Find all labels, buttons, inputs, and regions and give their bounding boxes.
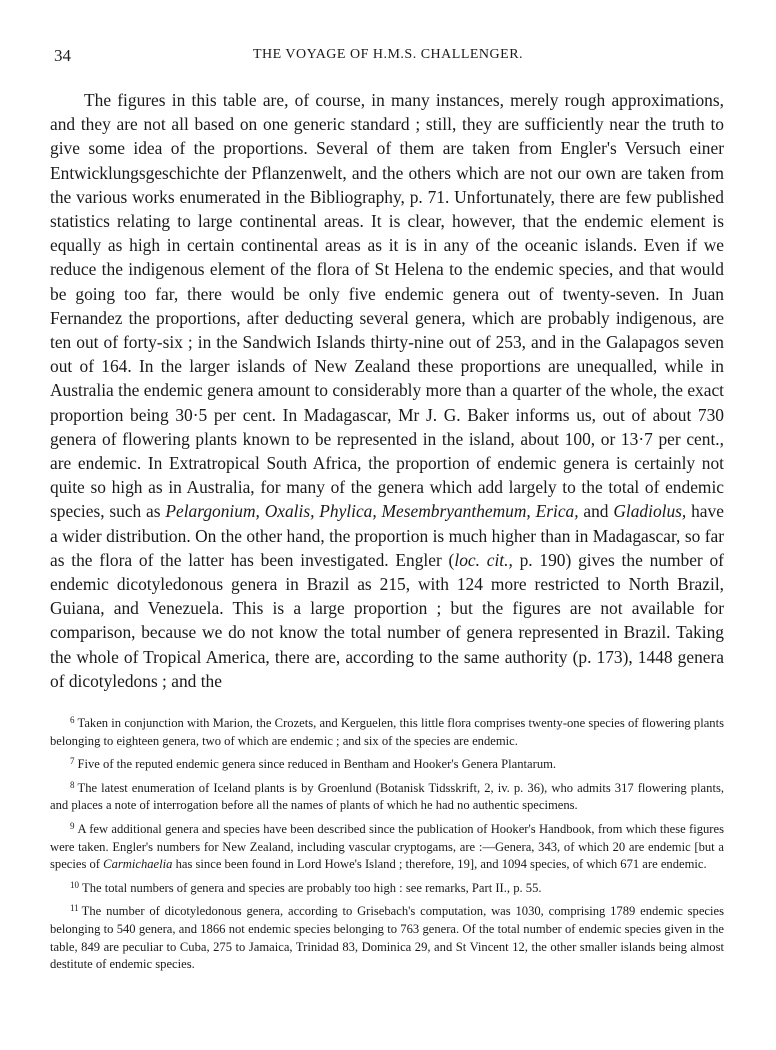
body-text-part-2: have a wider distribution. On the other hand, the proportion is much higher than in Madagascar, so far as the flora of the latter has been investigated. Engler (: [50, 501, 724, 570]
footnotes: [50, 712, 724, 977]
footnote-text: Taken in conjunction with Marion, the Crozets, and Kerguelen, this little flora comprises twenty-one species of flowering plants belonging to eighteen genera, two of which are endemic ; and six of the species are endemic.: [50, 716, 724, 748]
page-header: [54, 46, 722, 68]
footnote-marker: 6: [70, 715, 75, 725]
footnote-text: A few additional genera and species have been described since the publication of Hooker's Handbook, from which these figures were taken. Engler's numbers for New Zealand, including vascular cryptogams, are :—Genera, 343, of which 20 are endemic [but a species of: [50, 821, 724, 872]
footnote: [50, 900, 724, 973]
body-text-part-1: The figures in this table are, of course, in many instances, merely rough approximations, and they are not all based on one generic standard ; still, they are sufficiently near the truth to give some idea of the proportions. Several of them are taken from Engler's Versuch einer Entwicklungsgeschichte der Pflanzenwelt, and the others which are not our own are taken from the various works enumerated in the Bibliography, p. 71. Unfortunately, there are few published statistics relating to large continental areas. It is clear, however, that the endemic element is equally as high in certain continental areas as it is in any of the oceanic islands. Even if we reduce the indigenous element of the flora of St Helena to the endemic species, and that would be going too far, there would be only five endemic genera out of twenty-seven. In Juan Fernandez the proportions, after deducting several genera, which are probably indigenous, are ten out of forty-six ; in the Sandwich Islands thirty-nine out of 253, and in the Galapagos seven out of 164. In the larger islands of New Zealand these proportions are unequalled, while in Australia the endemic genera amount to considerably more than a quarter of the whole, the exact proportion being 30·5 per cent. In Madagascar, Mr J. G. Baker informs us, out of about 730 genera of flowering plants known to be represented in the island, about 100, or 13·7 per cent., are endemic. In Extratropical South Africa, the proportion of endemic genera is certainly not quite so high as in Australia, for many of the genera which add largely to the total of endemic species, such as: [50, 90, 724, 522]
footnote-marker: 7: [70, 756, 75, 767]
page-number: 34: [54, 46, 71, 65]
running-title: THE VOYAGE OF H.M.S. CHALLENGER.: [252, 47, 524, 62]
genus-phylica: Phylica,: [319, 501, 377, 522]
body-paragraph: [50, 88, 724, 693]
footnote-text: The latest enumeration of Iceland plants is by Groenlund (Botanisk Tidsskrift, 2, iv. p. 36), who admits 317 flowering plants, and places a note of interrogation before all the names of plants of which he had no authentic specimens.: [50, 780, 724, 813]
genus-gladiolus: Gladiolus,: [613, 501, 687, 522]
footnote: [50, 877, 724, 898]
footnote-marker: 10: [70, 879, 79, 890]
footnote-marker: 11: [70, 903, 79, 914]
footnote-text-cont: has since been found in Lord Howe's Island ; therefore, 19], and 1094 species, of which 671 are endemic.: [175, 857, 707, 872]
footnote-text: The total numbers of genera and species are probably too high : see remarks, Part II., p. 55.: [82, 880, 542, 895]
footnote: [50, 712, 724, 750]
footnote-marker: 9: [70, 820, 75, 831]
conjunction: and: [583, 501, 609, 522]
footnote: [50, 777, 724, 815]
loc-cit: loc. cit.,: [454, 549, 513, 570]
footnote: [50, 753, 724, 774]
footnote-text: The number of dicotyledonous genera, according to Grisebach's computation, was 1030, comprising 1789 endemic species belonging to 540 genera, and 1866 not endemic species belonging to 763 genera. Of the total number of endemic species given in the table, 849 are peculiar to Cuba, 275 to Jamaica, Trinidad 83, Dominica 29, and St Vincent 12, the other smaller islands being almost destitute of endemic species.: [50, 904, 724, 972]
genus-erica: Erica,: [535, 501, 579, 522]
genus-mesembryanthemum: Mesembryanthemum,: [381, 501, 531, 522]
footnote: [50, 818, 724, 874]
genus-oxalis: Oxalis,: [264, 501, 315, 522]
body-text-part-3: p. 190) gives the number of endemic dicotyledonous genera in Brazil as 215, with 124 more restricted to North Brazil, Guiana, and Venezuela. This is a large proportion ; but the figures are not available for comparison, because we do not know the total number of genera represented in Brazil. Taking the whole of Tropical America, there are, according to the same authority (p. 173), 1448 genera of dicotyledons ; and the: [50, 549, 724, 691]
footnote-text: Five of the reputed endemic genera since reduced in Bentham and Hooker's Genera Plantarum.: [77, 757, 557, 772]
genus-carmichaelia: Carmichaelia: [103, 857, 173, 872]
footnote-marker: 8: [70, 779, 75, 790]
genus-pelargonium: Pelargonium,: [165, 501, 260, 522]
